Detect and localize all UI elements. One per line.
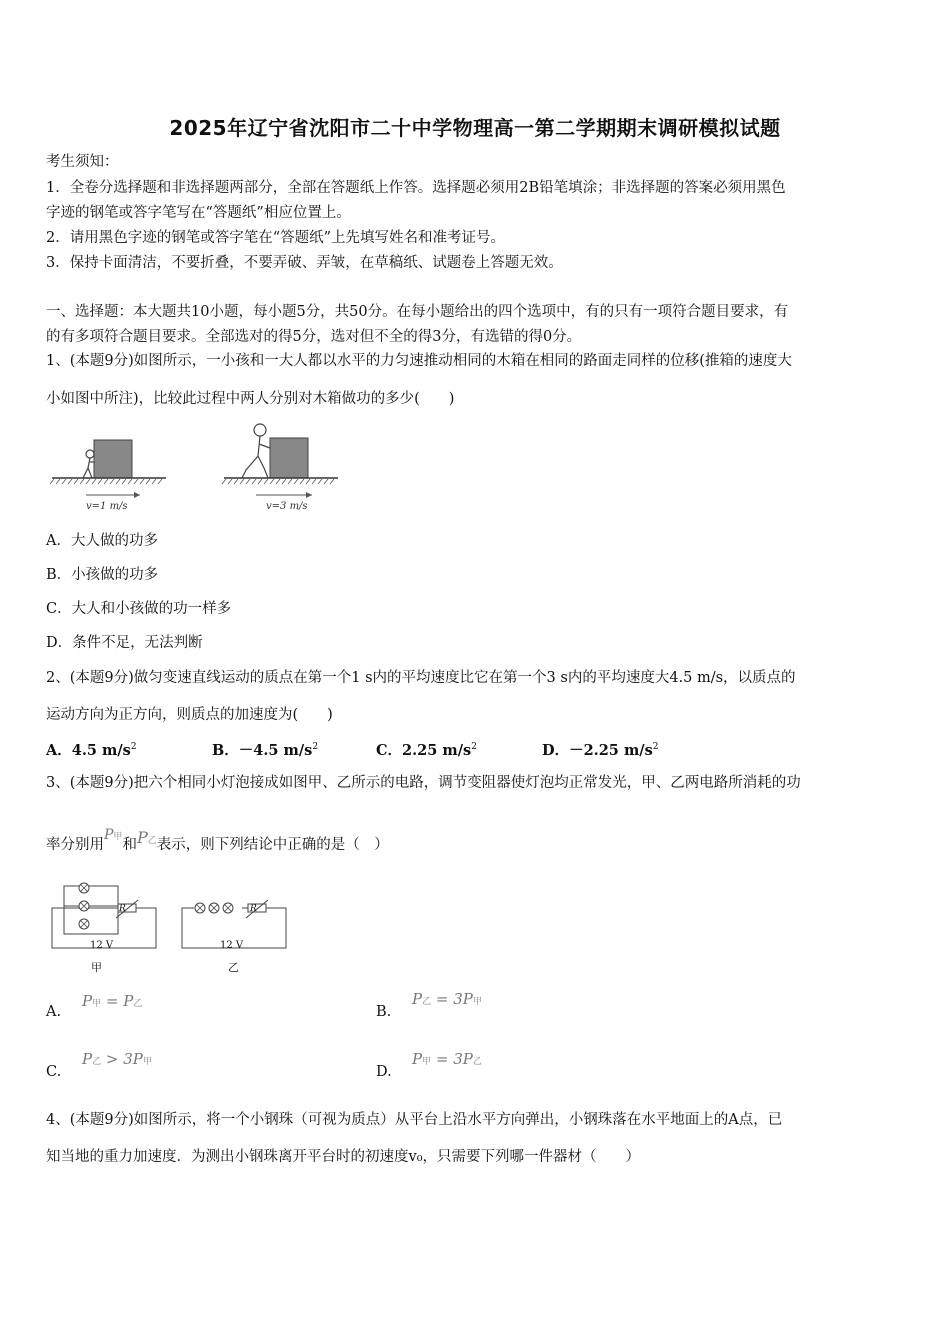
q1-fig-left-label: v=1 m/s (86, 501, 128, 512)
q4-stem-2: 知当地的重力加速度．为测出小钢珠离开平台时的初速度v₀，只需要下列哪一件器材（ ） (46, 1149, 641, 1165)
q2-option-c: C．2.25 $m/s^2$ (376, 742, 477, 759)
q3-option-c-formula: P乙 > 3P甲 (82, 1050, 152, 1068)
q1-option-b: B．小孩做的功多 (46, 567, 159, 583)
q3-stem-1: 3、(本题9分)把六个相同小灯泡接成如图甲、乙所示的电路，调节变阻器使灯泡均正常发光，甲、乙两电路所消耗的功 (46, 775, 801, 791)
q3-resistor-label-jia: R (119, 904, 126, 914)
section-intro-1: 一、选择题：本大题共10小题，每小题5分，共50分。在每小题给出的四个选项中，有的只有一项符合题目要求，有 (46, 304, 789, 320)
q3-option-a-formula: P甲 = P乙 (82, 992, 143, 1010)
q3-volt-yi: 12 V (220, 940, 244, 951)
q3-option-b-label: B. (376, 1004, 392, 1020)
q3-label-yi: 乙 (228, 961, 239, 974)
notice-heading: 考生须知： (46, 154, 119, 170)
q3-label-jia: 甲 (91, 961, 102, 974)
section-intro-2: 的有多项符合题目要求。全部选对的得5分，选对但不全的得3分，有选错的得0分。 (46, 329, 582, 345)
q3-option-a-label: A. (46, 1004, 62, 1020)
notice-item-2: 2．请用黑色字迹的钢笔或答字笔在“答题纸”上先填写姓名和准考证号。 (46, 230, 506, 246)
q4-stem-1: 4、(本题9分)如图所示，将一个小钢珠（可视为质点）从平台上沿水平方向弹出，小钢珠落在水平地面上的A点，已 (46, 1112, 783, 1128)
q3-option-d-formula: P甲 = 3P乙 (412, 1050, 482, 1068)
q3-stem-2: 率分别用P甲和P乙表示，则下列结论中正确的是（ ） (46, 827, 389, 853)
q1-option-c: C．大人和小孩做的功一样多 (46, 601, 232, 617)
q3-figure (46, 876, 296, 976)
q1-option-a: A．大人做的功多 (46, 533, 158, 549)
notice-item-1a: 1．全卷分选择题和非选择题两部分，全部在答题纸上作答。选择题必须用2B铅笔填涂；非选择题的答案必须用黑色 (46, 180, 786, 196)
q1-stem-2: 小如图中所注)，比较此过程中两人分别对木箱做功的多少( ) (46, 391, 455, 407)
q1-option-d: D．条件不足，无法判断 (46, 635, 203, 651)
q3-option-b-formula: P乙 = 3P甲 (412, 990, 482, 1008)
q3-option-d-label: D. (376, 1064, 392, 1080)
q3-resistor-label-yi: R (250, 904, 257, 914)
q2-option-b: B．－4.5 $m/s^2$ (212, 742, 319, 759)
q3-option-c-label: C. (46, 1064, 62, 1080)
notice-item-1b: 字迹的钢笔或答字笔写在“答题纸”相应位置上。 (46, 205, 351, 221)
q1-fig-right-label: v=3 m/s (266, 501, 308, 512)
q3-volt-jia: 12 V (90, 940, 114, 951)
q2-stem-1: 2、(本题9分)做匀变速直线运动的质点在第一个1 s内的平均速度比它在第一个3 s内的平均速度大4.5 m/s，以质点的 (46, 670, 796, 686)
q2-stem-2: 运动方向为正方向，则质点的加速度为( ) (46, 707, 333, 723)
notice-item-3: 3．保持卡面清洁，不要折叠，不要弄破、弄皱，在草稿纸、试题卷上答题无效。 (46, 255, 563, 271)
q1-stem-1: 1、(本题9分)如图所示，一小孩和一大人都以水平的力匀速推动相同的木箱在相同的路面走同样的位移(推箱的速度大 (46, 353, 792, 369)
q2-option-d: D．－2.25 $m/s^2$ (542, 742, 659, 759)
page-title: 2025年辽宁省沈阳市二十中学物理高一第二学期期末调研模拟试题 (169, 116, 781, 140)
q2-option-a: A．4.5 $m/s^2$ (46, 742, 137, 759)
